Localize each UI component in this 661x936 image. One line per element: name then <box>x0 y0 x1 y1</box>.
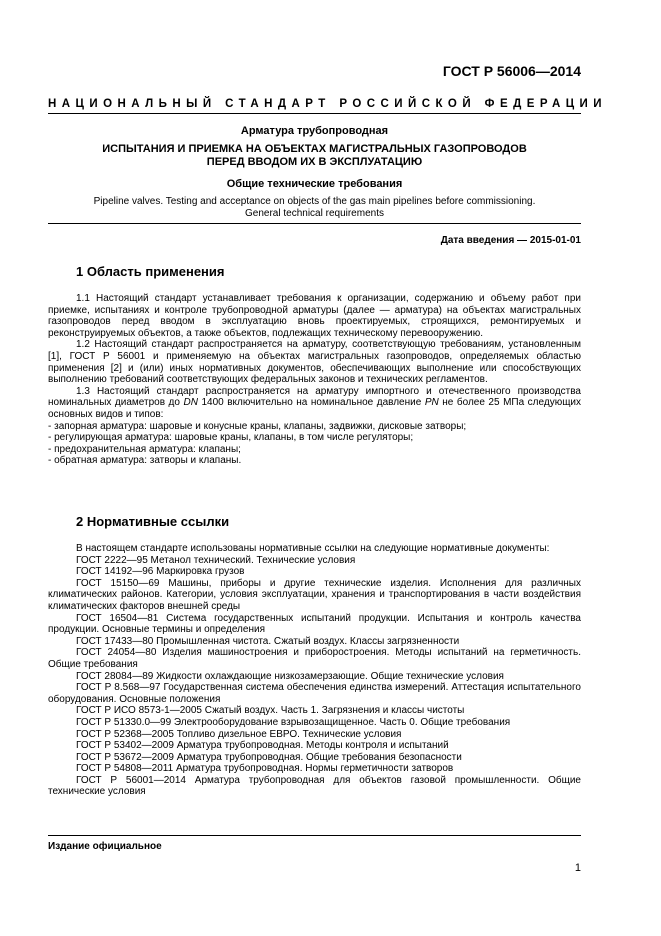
section-2-body <box>48 543 581 798</box>
reference-item: ГОСТ 24054—80 Изделия машиностроения и приборостроения. Методы испытаний на герметичность. Общие требования <box>48 647 581 670</box>
list-item: - обратная арматура: затворы и клапаны. <box>48 455 242 467</box>
paragraph-1-3-part-c: не более 25 МПа следующих основных видов и типов: <box>48 397 582 420</box>
dn-symbol: DN <box>183 397 198 409</box>
reference-item: ГОСТ 28084—89 Жидкости охлаждающие низкозамерзающие. Общие технические условия <box>76 670 504 682</box>
paragraph-1-1: 1.1 Настоящий стандарт устанавливает требования к организации, содержанию и объему работ при приемке, испытаниях и контроле трубопроводной арматуры (далее — арматура) на объектах магистральных газопроводов перед вводом в эксплуатацию вновь проектируемых, строящихся, ремонтируемых и реконструируемых объектов, а также объектов, подлежащих техническому перевооружению. <box>48 293 581 339</box>
pn-symbol: PN <box>424 397 439 409</box>
title-english <box>48 196 581 220</box>
paragraph-1-2: 1.2 Настоящий стандарт распространяется на арматуру, соответствующую требованиям, установленным [1], ГОСТ Р 56001 и применяемую на объектах магистральных газопроводов, определяемых областью применения [2] и (или) иных нормативных документов, обеспечивающих выполнение или способствующих выполнению требований соответствующих федеральных законов и технических регламентов. <box>48 339 581 386</box>
reference-item: ГОСТ 14192—96 Маркировка грузов <box>76 566 245 578</box>
reference-item: ГОСТ Р ИСО 8573-1—2005 Сжатый воздух. Часть 1. Загрязнения и классы чистоты <box>76 705 465 717</box>
national-standard-banner: НАЦИОНАЛЬНЫЙ СТАНДАРТ РОССИЙСКОЙ ФЕДЕРАЦИИ <box>48 98 607 110</box>
document-number: ГОСТ Р 56006—2014 <box>442 63 581 79</box>
reference-item: ГОСТ Р 56001—2014 Арматура трубопроводная для объектов газовой промышленности. Общие технические условия <box>48 774 581 798</box>
title-main-line-1: ИСПЫТАНИЯ И ПРИЕМКА НА ОБЪЕКТАХ МАГИСТРАЛЬНЫХ ГАЗОПРОВОДОВ <box>102 143 527 155</box>
page-number: 1 <box>574 862 581 874</box>
section-1-body <box>48 293 581 467</box>
reference-item: ГОСТ Р 8.568—97 Государственная система обеспечения единства измерений. Аттестация испытательного оборудования. Основные положения <box>48 682 581 705</box>
reference-item: ГОСТ 17433—80 Промышленная чистота. Сжатый воздух. Классы загрязненности <box>76 635 460 647</box>
title-subject: Арматура трубопроводная <box>240 125 389 137</box>
divider-title <box>48 223 581 224</box>
title-main <box>48 143 581 169</box>
title-english-line-2: General technical requirements <box>245 208 384 219</box>
reference-item: ГОСТ Р 53402—2009 Арматура трубопроводная. Методы контроля и испытаний <box>76 740 449 752</box>
divider-top <box>48 113 581 114</box>
official-edition-label: Издание официальное <box>48 841 162 852</box>
title-general: Общие технические требования <box>226 178 403 190</box>
paragraph-1-3-part-b: 1400 включительно на номинальное давление <box>197 397 425 409</box>
reference-item: ГОСТ 2222—95 Метанол технический. Технические условия <box>76 554 356 566</box>
divider-footer <box>48 835 581 836</box>
reference-item: ГОСТ 15150—69 Машины, приборы и другие технические изделия. Исполнения для различных климатических районов. Категории, условия эксплуатации, хранения и транспортирования в части воздействия климатических факторов внешней среды <box>48 577 581 612</box>
section-2-heading: 2 Нормативные ссылки <box>76 514 230 529</box>
introduction-date: Дата введения — 2015-01-01 <box>440 235 581 246</box>
section-2-intro: В настоящем стандарте использованы нормативные ссылки на следующие нормативные документы: <box>76 543 550 554</box>
paragraph-1-3 <box>48 386 581 421</box>
reference-item: ГОСТ Р 54808—2011 Арматура трубопроводная. Нормы герметичности затворов <box>76 763 454 775</box>
list-item: - запорная арматура: шаровые и конусные краны, клапаны, задвижки, дисковые затворы; <box>48 420 467 432</box>
reference-item: ГОСТ Р 52368—2005 Топливо дизельное ЕВРО. Технические условия <box>76 728 402 740</box>
reference-item: ГОСТ Р 53672—2009 Арматура трубопроводная. Общие требования безопасности <box>76 751 462 763</box>
paragraph-1-3-part-a: 1.3 Настоящий стандарт распространяется на арматуру импортного и отечественного производства номинальных диаметров до <box>48 385 581 409</box>
list-item: - регулирующая арматура: шаровые краны, клапаны, в том числе регуляторы; <box>48 432 414 444</box>
section-1-heading: 1 Область применения <box>76 264 225 279</box>
title-english-line-1: Pipeline valves. Testing and acceptance on objects of the gas main pipelines before commissioning. <box>93 196 536 207</box>
reference-item: ГОСТ 16504—81 Система государственных испытаний продукции. Испытания и контроль качества продукции. Основные термины и определения <box>48 612 581 636</box>
list-item: - предохранительная арматура: клапаны; <box>48 443 241 455</box>
title-main-line-2: ПЕРЕД ВВОДОМ ИХ В ЭКСПЛУАТАЦИЮ <box>206 156 423 168</box>
reference-item: ГОСТ Р 51330.0—99 Электрооборудование взрывозащищенное. Часть 0. Общие требования <box>76 716 511 728</box>
